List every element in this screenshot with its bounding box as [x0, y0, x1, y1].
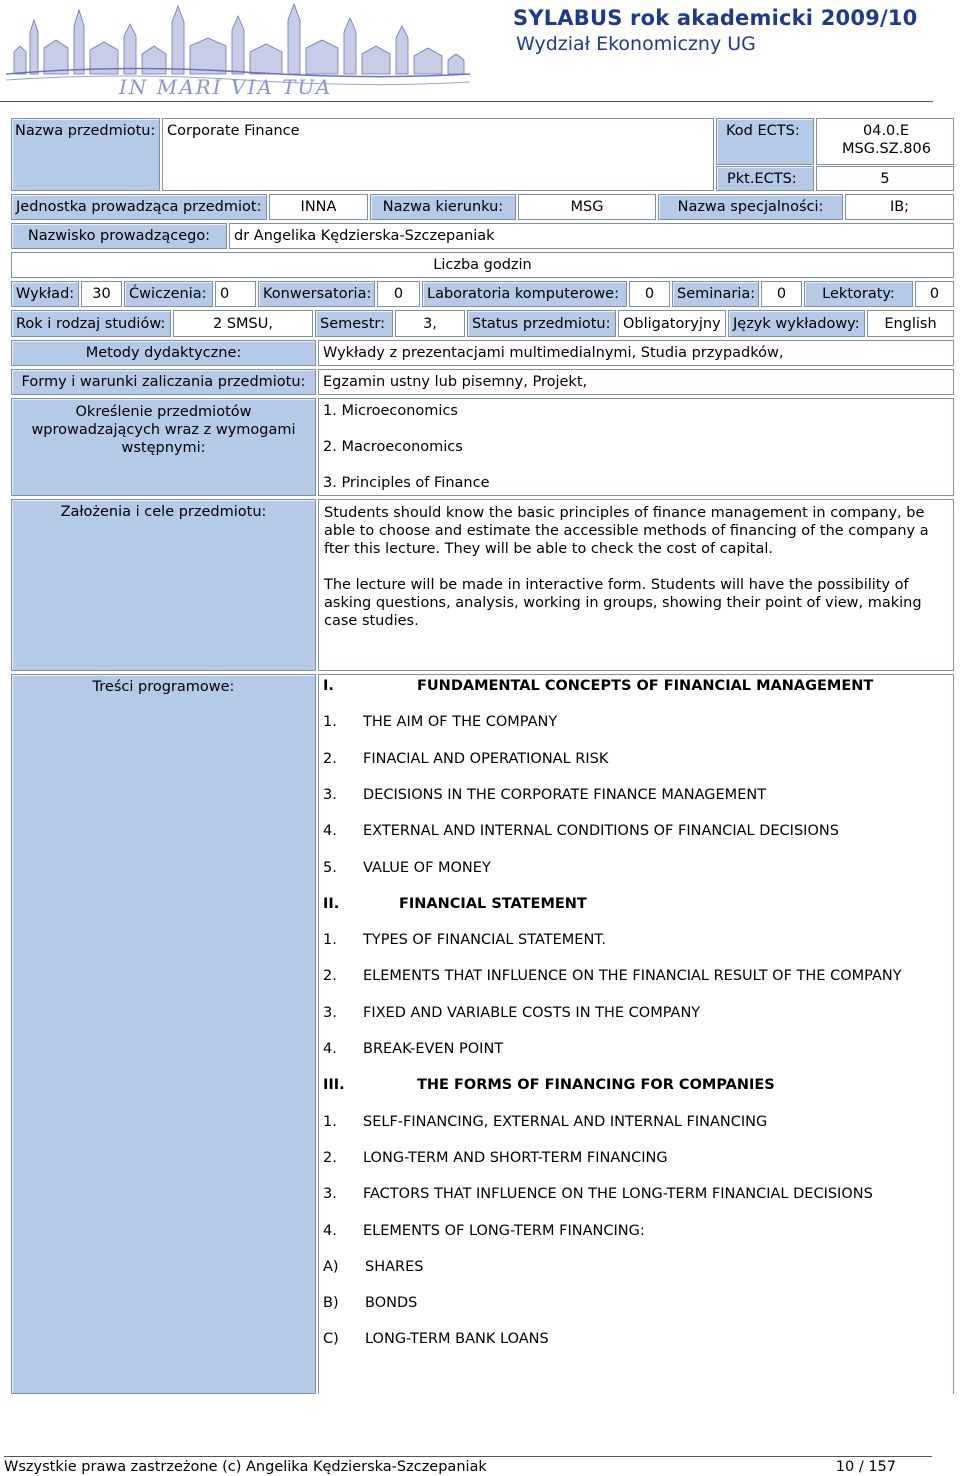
- footer-page-number: 10 / 157: [835, 1459, 896, 1475]
- direction-value: MSG: [570, 199, 604, 215]
- lab-value: 0: [644, 286, 655, 302]
- status-label-cell: [467, 310, 616, 337]
- content-item-text: FINACIAL AND OPERATIONAL RISK: [363, 751, 609, 767]
- content-item-text: LONG-TERM AND SHORT-TERM FINANCING: [363, 1150, 668, 1166]
- goals-label-cell: [11, 499, 316, 671]
- direction-value-cell: [518, 194, 656, 220]
- specialty-value-cell: [845, 194, 954, 220]
- header-title: SYLABUS rok akademicki 2009/10: [513, 6, 918, 30]
- goals-line: Students should know the basic principles of finance management in company, be: [324, 505, 925, 521]
- content-item: [323, 1114, 767, 1130]
- prereq-value-cell: [318, 398, 954, 496]
- content-section-heading: [323, 1077, 775, 1093]
- content-item: [323, 1005, 700, 1021]
- footer-divider: [4, 1456, 932, 1457]
- content-item-text: FACTORS THAT INFLUENCE ON THE LONG-TERM FINANCIAL DECISIONS: [363, 1186, 873, 1202]
- content-item-number: 2.: [323, 751, 337, 767]
- forms-label: Formy i warunki zaliczania przedmiotu:: [21, 374, 306, 390]
- content-item-number: 2.: [323, 968, 337, 984]
- conversatory-value: 0: [393, 286, 404, 302]
- subject-label: Nazwa przedmiotu:: [15, 123, 156, 139]
- content-item-text: ELEMENTS OF LONG-TERM FINANCING:: [363, 1223, 645, 1239]
- methods-value: Wykłady z prezentacjami multimedialnymi, Studia przypadków,: [323, 345, 784, 361]
- content-item-number: A): [323, 1259, 339, 1275]
- prereq-item: 1. Microeconomics: [323, 403, 458, 419]
- lecturer-label: Nazwisko prowadzącego:: [27, 228, 211, 244]
- unit-label: Jednostka prowadząca przedmiot:: [16, 199, 262, 215]
- conversatory-label: Konwersatoria:: [263, 286, 372, 302]
- subject-value-cell: [162, 118, 714, 191]
- content-label-cell: [11, 674, 316, 1394]
- content-item-text: SHARES: [365, 1259, 424, 1275]
- semester-label: Semestr:: [320, 315, 386, 332]
- content-item-number: 4.: [323, 823, 337, 839]
- seminar-label-cell: [672, 281, 759, 307]
- content-item-text: LONG-TERM BANK LOANS: [365, 1331, 549, 1347]
- ects-code-value-2: MSG.SZ.806: [842, 141, 931, 157]
- content-item-text: BONDS: [365, 1295, 418, 1311]
- lecturer-label-cell: [11, 223, 227, 249]
- forms-value-cell: [318, 369, 954, 395]
- exercises-value: 0: [220, 286, 230, 302]
- content-item-text: SELF-FINANCING, EXTERNAL AND INTERNAL FINANCING: [363, 1114, 768, 1130]
- forms-label-cell: [11, 369, 316, 395]
- methods-label-cell: [11, 340, 316, 366]
- language-value-cell: [867, 310, 954, 337]
- exercises-value-cell: [215, 281, 256, 307]
- specialty-value: IB;: [889, 199, 910, 215]
- seminar-value: 0: [776, 286, 787, 302]
- language-value: English: [884, 315, 937, 332]
- goals-line: asking questions, analysis, working in groups, showing their point of view, making: [324, 595, 922, 611]
- status-value-cell: [618, 310, 726, 337]
- hours-title: Liczba godzin: [433, 257, 532, 273]
- content-item-text: VALUE OF MONEY: [363, 860, 491, 876]
- content-item: [323, 787, 766, 803]
- specialty-label: Nazwa specjalności:: [677, 199, 824, 215]
- study-type-value-cell: [173, 310, 313, 337]
- language-label: Język wykładowy:: [733, 315, 860, 332]
- content-item: [323, 1223, 645, 1239]
- status-label: Status przedmiotu:: [472, 315, 611, 332]
- ects-code-label-cell: [716, 118, 814, 165]
- lecture-label-cell: [11, 281, 79, 307]
- content-item: [323, 1041, 503, 1057]
- prereq-item: 2. Macroeconomics: [323, 439, 463, 455]
- content-item-number: 2.: [323, 1150, 337, 1166]
- methods-value-cell: [318, 340, 954, 366]
- content-item-text: THE AIM OF THE COMPANY: [363, 714, 558, 730]
- methods-label: Metody dydaktyczne:: [85, 345, 242, 361]
- forms-value: Egzamin ustny lub pisemny, Projekt,: [323, 374, 588, 390]
- lectorate-label: Lektoraty:: [822, 286, 895, 302]
- exercises-label-cell: [124, 281, 213, 307]
- header-divider: [0, 101, 933, 102]
- content-item: [323, 932, 606, 948]
- semester-value-cell: [395, 310, 465, 337]
- content-item: [323, 1150, 668, 1166]
- exercises-label: Ćwiczenia:: [129, 286, 207, 302]
- semester-label-cell: [315, 310, 393, 337]
- ects-points-value-cell: [816, 166, 954, 191]
- content-item-text: DECISIONS IN THE CORPORATE FINANCE MANAGEMENT: [363, 787, 767, 803]
- goals-line: The lecture will be made in interactive form. Students will have the possibility of: [324, 577, 909, 593]
- lab-value-cell: [629, 281, 670, 307]
- conversatory-label-cell: [258, 281, 375, 307]
- city-skyline-logo: [4, 2, 474, 98]
- content-item: [323, 823, 839, 839]
- language-label-cell: [728, 310, 865, 337]
- subject-value: Corporate Finance: [167, 123, 300, 139]
- ects-code-value-1: 04.0.E: [863, 123, 910, 139]
- content-item-text: EXTERNAL AND INTERNAL CONDITIONS OF FINANCIAL DECISIONS: [363, 823, 839, 839]
- ects-points-label-cell: [716, 166, 814, 191]
- prereq-label-line-2: wprowadzających wraz z wymogami: [31, 422, 296, 438]
- content-item-number: 3.: [323, 1186, 337, 1202]
- content-value-cell: [318, 674, 954, 1394]
- specialty-label-cell: [658, 194, 843, 220]
- lecture-value-cell: [81, 281, 122, 307]
- content-item-text: FIXED AND VARIABLE COSTS IN THE COMPANY: [363, 1005, 701, 1021]
- lecture-label: Wykład:: [16, 286, 75, 302]
- logo-motto: IN MARI VIA TUA: [119, 75, 333, 98]
- prereq-label-line-3: wstępnymi:: [121, 440, 206, 456]
- content-item-number: 3.: [323, 1005, 337, 1021]
- content-item-number: 1.: [323, 1114, 337, 1130]
- content-item-text: TYPES OF FINANCIAL STATEMENT.: [363, 932, 607, 948]
- ects-code-label: Kod ECTS:: [726, 123, 800, 139]
- prereq-label-cell: [11, 398, 316, 496]
- study-type-label-cell: [11, 310, 171, 337]
- prereq-item: 3. Principles of Finance: [323, 475, 490, 491]
- header-logo: [4, 2, 474, 98]
- content-item-text: BREAK-EVEN POINT: [363, 1041, 504, 1057]
- lecture-value: 30: [92, 286, 111, 302]
- content-label: Treści programowe:: [92, 679, 235, 695]
- goals-value-cell: [318, 499, 954, 671]
- content-section-heading: [323, 896, 587, 912]
- content-item-number: C): [323, 1331, 339, 1347]
- seminar-value-cell: [761, 281, 802, 307]
- content-item-text: FINANCIAL STATEMENT: [399, 896, 587, 912]
- content-item: [323, 751, 608, 767]
- subject-label-cell: [11, 118, 160, 191]
- goals-label: Założenia i cele przedmiotu:: [60, 504, 267, 520]
- study-type-label: Rok i rodzaj studiów:: [16, 315, 166, 332]
- goals-line: able to choose and estimate the accessible methods of financing of the company a: [324, 523, 929, 539]
- unit-value: INNA: [300, 199, 337, 215]
- content-item-number: 1.: [323, 932, 337, 948]
- content-item-number: I.: [323, 678, 334, 694]
- content-item-number: II.: [323, 896, 340, 912]
- content-item-text: THE FORMS OF FINANCING FOR COMPANIES: [417, 1077, 775, 1093]
- lecturer-value-cell: [229, 223, 954, 249]
- content-item-number: 3.: [323, 787, 337, 803]
- direction-label-cell: [370, 194, 516, 220]
- content-item: [323, 714, 557, 730]
- content-item-number: B): [323, 1295, 339, 1311]
- study-type-value: 2 SMSU,: [213, 315, 273, 332]
- lecturer-value: dr Angelika Kędzierska-Szczepaniak: [234, 228, 495, 244]
- goals-line: fter this lecture. They will be able to check the cost of capital.: [324, 541, 773, 557]
- lectorate-value: 0: [929, 286, 940, 302]
- lab-label-cell: [422, 281, 627, 307]
- content-item-number: 1.: [323, 714, 337, 730]
- content-item-text: FUNDAMENTAL CONCEPTS OF FINANCIAL MANAGEMENT: [417, 678, 874, 694]
- hours-title-cell: [11, 252, 954, 278]
- footer-rights: Wszystkie prawa zastrzeżone (c) Angelika Kędzierska-Szczepaniak: [4, 1459, 487, 1475]
- prereq-label-line-1: Określenie przedmiotów: [75, 404, 252, 420]
- content-item-number: III.: [323, 1077, 345, 1093]
- content-item: [323, 1186, 873, 1202]
- status-value: Obligatoryjny: [623, 315, 721, 332]
- content-item: [323, 968, 902, 984]
- content-item-text: ELEMENTS THAT INFLUENCE ON THE FINANCIAL RESULT OF THE COMPANY: [363, 968, 902, 984]
- content-item: [323, 1331, 549, 1347]
- ects-points-value: 5: [880, 170, 890, 187]
- unit-value-cell: [269, 194, 368, 220]
- content-item-number: 4.: [323, 1223, 337, 1239]
- semester-value: 3,: [423, 315, 437, 332]
- content-item-number: 5.: [323, 860, 337, 876]
- content-section-heading: [323, 678, 873, 694]
- seminar-label: Seminaria:: [677, 286, 756, 302]
- content-item: [323, 860, 491, 876]
- content-item-number: 4.: [323, 1041, 337, 1057]
- direction-label: Nazwa kierunku:: [382, 199, 504, 215]
- ects-code-value-cell: [816, 118, 954, 165]
- lectorate-value-cell: [915, 281, 954, 307]
- ects-points-label: Pkt.ECTS:: [727, 171, 797, 187]
- conversatory-value-cell: [377, 281, 420, 307]
- lab-label: Laboratoria komputerowe:: [427, 286, 619, 302]
- lectorate-label-cell: [804, 281, 913, 307]
- goals-line: case studies.: [324, 613, 419, 629]
- content-item: [323, 1295, 417, 1311]
- header-subtitle: Wydział Ekonomiczny UG: [516, 33, 756, 55]
- unit-label-cell: [11, 194, 267, 220]
- content-item: [323, 1259, 423, 1275]
